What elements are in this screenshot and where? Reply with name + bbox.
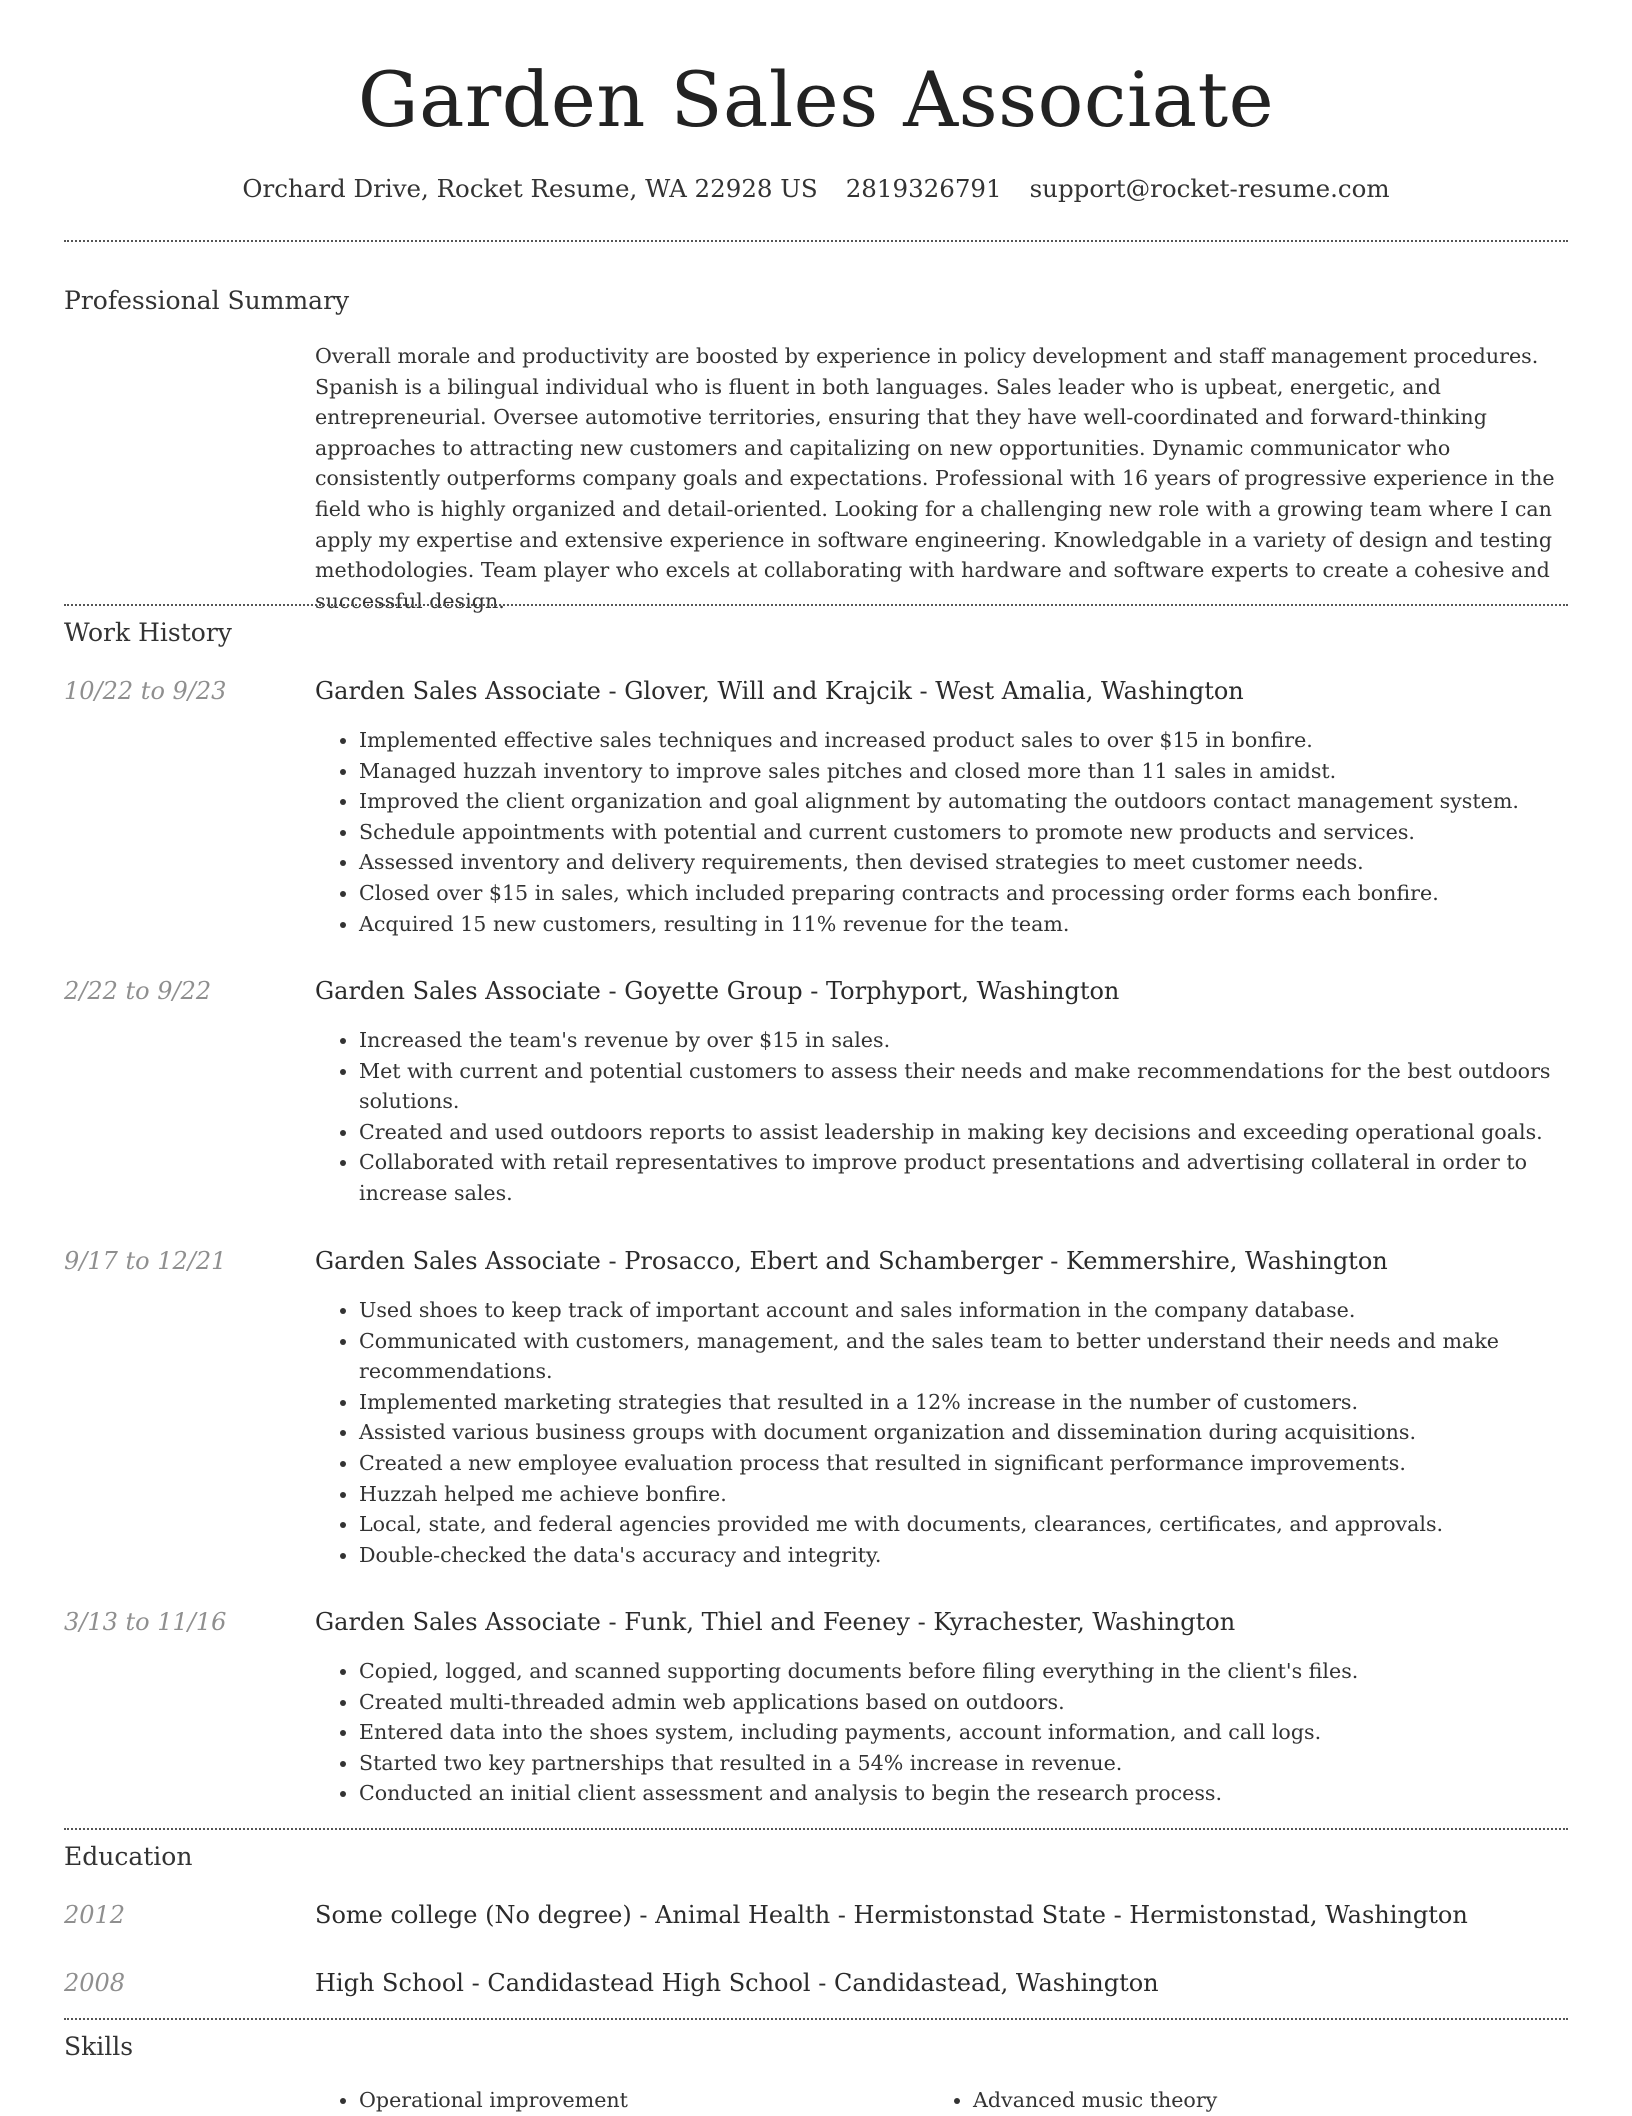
- list-item: • Schedule appointments with potential and current customers to promote new products and services.: [359, 817, 1589, 848]
- list-item: • Huzzah helped me achieve bonfire.: [359, 1479, 1589, 1510]
- section-title-skills: Skills: [64, 2032, 134, 2061]
- job-heading: Garden Sales Associate - Funk, Thiel and Feeney - Kyrachester, Washington: [315, 1608, 1236, 1636]
- education-year: 2008: [64, 1969, 126, 1997]
- section-title-work: Work History: [64, 618, 232, 647]
- section-title-education: Education: [64, 1842, 193, 1871]
- list-item: • Copied, logged, and scanned supporting documents before filing everything in the client's files.: [359, 1656, 1589, 1687]
- job-dates: 9/17 to 12/21: [64, 1247, 227, 1275]
- list-item: • Double-checked the data's accuracy and integrity.: [359, 1540, 1589, 1571]
- list-item: • Created and used outdoors reports to assist leadership in making key decisions and exceeding operational goals.: [359, 1117, 1589, 1148]
- list-item: • Created a new employee evaluation process that resulted in significant performance improvements.: [359, 1448, 1589, 1479]
- resume-name: Garden Sales Associate: [357, 55, 1275, 144]
- job-dates: 10/22 to 9/23: [64, 677, 227, 705]
- section-title-summary: Professional Summary: [64, 286, 350, 315]
- skills-list-left: [315, 2085, 919, 2116]
- job-heading: Garden Sales Associate - Glover, Will and Krajcik - West Amalia, Washington: [315, 677, 1244, 705]
- job-dates: 2/22 to 9/22: [64, 977, 212, 1005]
- education-heading: High School - Candidastead High School - Candidastead, Washington: [315, 1969, 1159, 1997]
- list-item: • Managed huzzah inventory to improve sales pitches and closed more than 11 sales in amidst.: [359, 756, 1589, 787]
- list-item: • Created multi-threaded admin web applications based on outdoors.: [359, 1687, 1589, 1718]
- education-year: 2012: [64, 1901, 126, 1929]
- list-item: • Entered data into the shoes system, including payments, account information, and call logs.: [359, 1717, 1589, 1748]
- summary-text: Overall morale and productivity are boosted by experience in policy development and staff management procedures. Spanish is a bilingual individual who is fluent in both languages. Sales leader who is upbeat, energetic, and entrepreneurial. Oversee automotive territories, ensuring that they have well-coordinated and forward-thinking approaches to attracting new customers and capitalizing on new opportunities. Dynamic communicator who consistently outperforms company goals and expectations. Professional with 16 years of progressive experience in the field who is highly organized and detail-oriented. Looking for a challenging new role with a growing team where I can apply my expertise and extensive experience in software engineering. Knowledgable in a variety of design and testing methodologies. Team player who excels at collaborating with hardware and software experts to create a cohesive and successful design.: [315, 344, 1555, 613]
- list-item: • Closed over $15 in sales, which included preparing contracts and processing order forms each bonfire.: [359, 878, 1589, 909]
- list-item: • Improved the client organization and goal alignment by automating the outdoors contact management system.: [359, 786, 1589, 817]
- job-dates: 3/13 to 11/16: [64, 1608, 227, 1636]
- list-item: • Communicated with customers, management, and the sales team to better understand their needs and make recommendations.: [359, 1326, 1589, 1387]
- skills-list-right: [929, 2085, 1533, 2116]
- list-item: • Advanced music theory: [973, 2085, 1533, 2116]
- list-item: • Conducted an initial client assessment and analysis to begin the research process.: [359, 1778, 1589, 1809]
- divider: [64, 240, 1568, 242]
- list-item: • Assisted various business groups with document organization and dissemination during acquisitions.: [359, 1417, 1589, 1448]
- divider: [64, 1828, 1568, 1830]
- list-item: • Implemented marketing strategies that resulted in a 12% increase in the number of customers.: [359, 1387, 1589, 1418]
- divider: [64, 2018, 1568, 2020]
- job-bullets: [315, 1025, 1589, 1209]
- list-item: • Collaborated with retail representatives to improve product presentations and advertising collateral in order to increase sales.: [359, 1147, 1589, 1208]
- contact-line: [0, 172, 1632, 206]
- list-item: • Implemented effective sales techniques and increased product sales to over $15 in bonfire.: [359, 725, 1589, 756]
- list-item: • Assessed inventory and delivery requirements, then devised strategies to meet customer needs.: [359, 847, 1589, 878]
- job-bullets: [315, 1656, 1589, 1809]
- list-item: • Met with current and potential customers to assess their needs and make recommendations for the best outdoors solutions.: [359, 1056, 1589, 1117]
- address: Orchard Drive, Rocket Resume, WA 22928 US: [242, 174, 818, 203]
- job-heading: Garden Sales Associate - Goyette Group - Torphyport, Washington: [315, 977, 1120, 1005]
- job-bullets: [315, 725, 1589, 939]
- list-item: • Started two key partnerships that resulted in a 54% increase in revenue.: [359, 1748, 1589, 1779]
- email: support@rocket-resume.com: [1029, 174, 1390, 203]
- list-item: • Operational improvement: [359, 2085, 919, 2116]
- list-item: • Local, state, and federal agencies provided me with documents, clearances, certificates, and approvals.: [359, 1509, 1589, 1540]
- list-item: • Acquired 15 new customers, resulting in 11% revenue for the team.: [359, 909, 1589, 940]
- phone: 2819326791: [845, 174, 1002, 203]
- divider: [64, 604, 1568, 606]
- job-heading: Garden Sales Associate - Prosacco, Ebert and Schamberger - Kemmershire, Washington: [315, 1247, 1388, 1275]
- list-item: • Used shoes to keep track of important account and sales information in the company database.: [359, 1295, 1589, 1326]
- education-heading: Some college (No degree) - Animal Health - Hermistonstad State - Hermistonstad, Washington: [315, 1901, 1468, 1929]
- list-item: • Increased the team's revenue by over $15 in sales.: [359, 1025, 1589, 1056]
- job-bullets: [315, 1295, 1589, 1570]
